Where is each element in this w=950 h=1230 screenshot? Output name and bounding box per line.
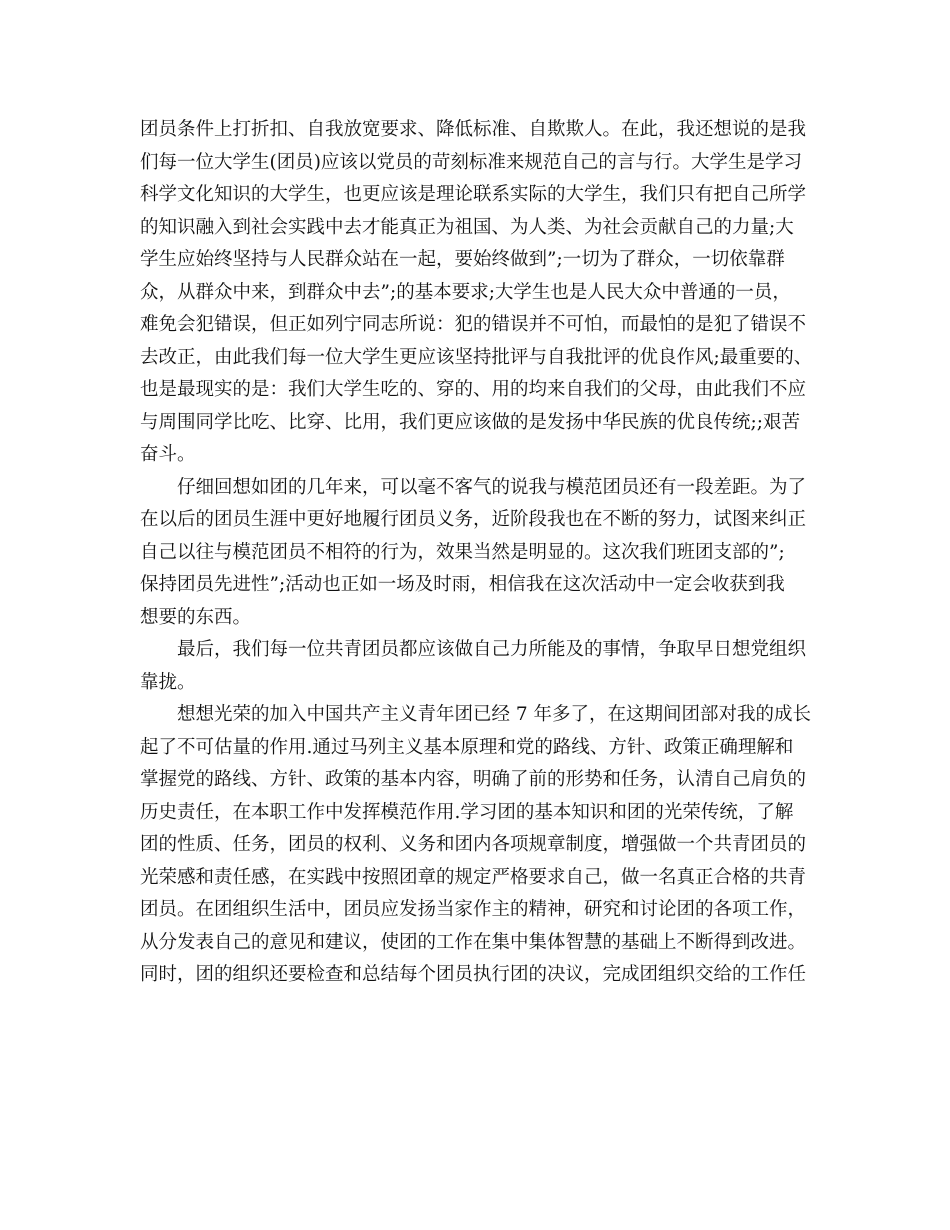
text-line: 们每一位大学生(团员)应该以党员的苛刻标准来规范自己的言与行。大学生是学习 (140, 151, 802, 173)
text-line: 与周围同学比吃、比穿、比用，我们更应该做的是发扬中华民族的优良传统;;艰苦 (140, 411, 800, 433)
paragraph-first-line: 最后，我们每一位共青团员都应该做自己力所能及的事情，争取早日想党组织 (177, 639, 807, 660)
text-line: 靠拢。 (140, 671, 196, 693)
text-line: 团员。在团组织生活中，团员应发扬当家作主的精神，研究和讨论团的各项工作， (140, 899, 807, 920)
text-line: 保持团员先进性”;活动也正如一场及时雨，相信我在这次活动中一定会收获到我 (140, 574, 785, 595)
paragraph-first-line: 仔细回想如团的几年来，可以毫不客气的说我与模范团员还有一段差距。为了 (177, 476, 807, 498)
text-line: 难免会犯错误，但正如列宁同志所说：犯的错误并不可怕，而最怕的是犯了错误不 (140, 314, 807, 335)
text-line: 同时，团的组织还要检查和总结每个团员执行团的决议，完成团组织交给的工作任 (140, 964, 807, 985)
text-line: 自己以往与模范团员不相符的行为，效果当然是明显的。这次我们班团支部的”; (140, 541, 785, 563)
text-line: 光荣感和责任感，在实践中按照团章的规定严格要求自己，做一名真正合格的共青 (140, 866, 807, 888)
text-line: 在以后的团员生涯中更好地履行团员义务，近阶段我也在不断的努力，试图来纠正 (140, 509, 807, 530)
text-line: 科学文化知识的大学生，也更应该是理论联系实际的大学生，我们只有把自己所学 (140, 184, 807, 205)
text-line: 掌握党的路线、方针、政策的基本内容，明确了前的形势和任务，认清自己肩负的 (140, 769, 807, 790)
text-line: 学生应始终坚持与人民群众站在一起，要始终做到”;一切为了群众，一切依靠群 (140, 249, 785, 270)
text-line: 起了不可估量的作用.通过马列主义基本原理和党的路线、方针、政策正确理解和 (140, 736, 794, 758)
paragraph-first-line: 想想光荣的加入中国共产主义青年团已经 7 年多了，在这期间团部对我的成长 (177, 704, 812, 725)
text-line: 团的性质、任务，团员的权利、义务和团内各项规章制度，增强做一个共青团员的 (140, 834, 807, 855)
text-line: 想要的东西。 (140, 606, 252, 628)
text-line: 团员条件上打折扣、自我放宽要求、降低标准、自欺欺人。在此，我还想说的是我 (140, 119, 807, 140)
text-line: 历史责任，在本职工作中发挥模范作用.学习团的基本知识和团的光荣传统，了解 (140, 801, 794, 823)
text-line: 也是最现实的是：我们大学生吃的、穿的、用的均来自我们的父母，由此我们不应 (140, 379, 807, 400)
text-line: 的知识融入到社会实践中去才能真正为祖国、为人类、为社会贡献自己的力量;大 (140, 216, 794, 238)
text-line: 奋斗。 (140, 444, 196, 465)
body-text (140, 114, 830, 992)
text-line: 众，从群众中来，到群众中去”;的基本要求;大学生也是人民大众中普通的一员， (140, 281, 791, 303)
text-line: 去改正，由此我们每一位大学生更应该坚持批评与自我批评的优良作风;最重要的、 (140, 346, 813, 368)
text-line: 从分发表自己的意见和建议，使团的工作在集中集体智慧的基础上不断得到改进。 (140, 931, 807, 953)
